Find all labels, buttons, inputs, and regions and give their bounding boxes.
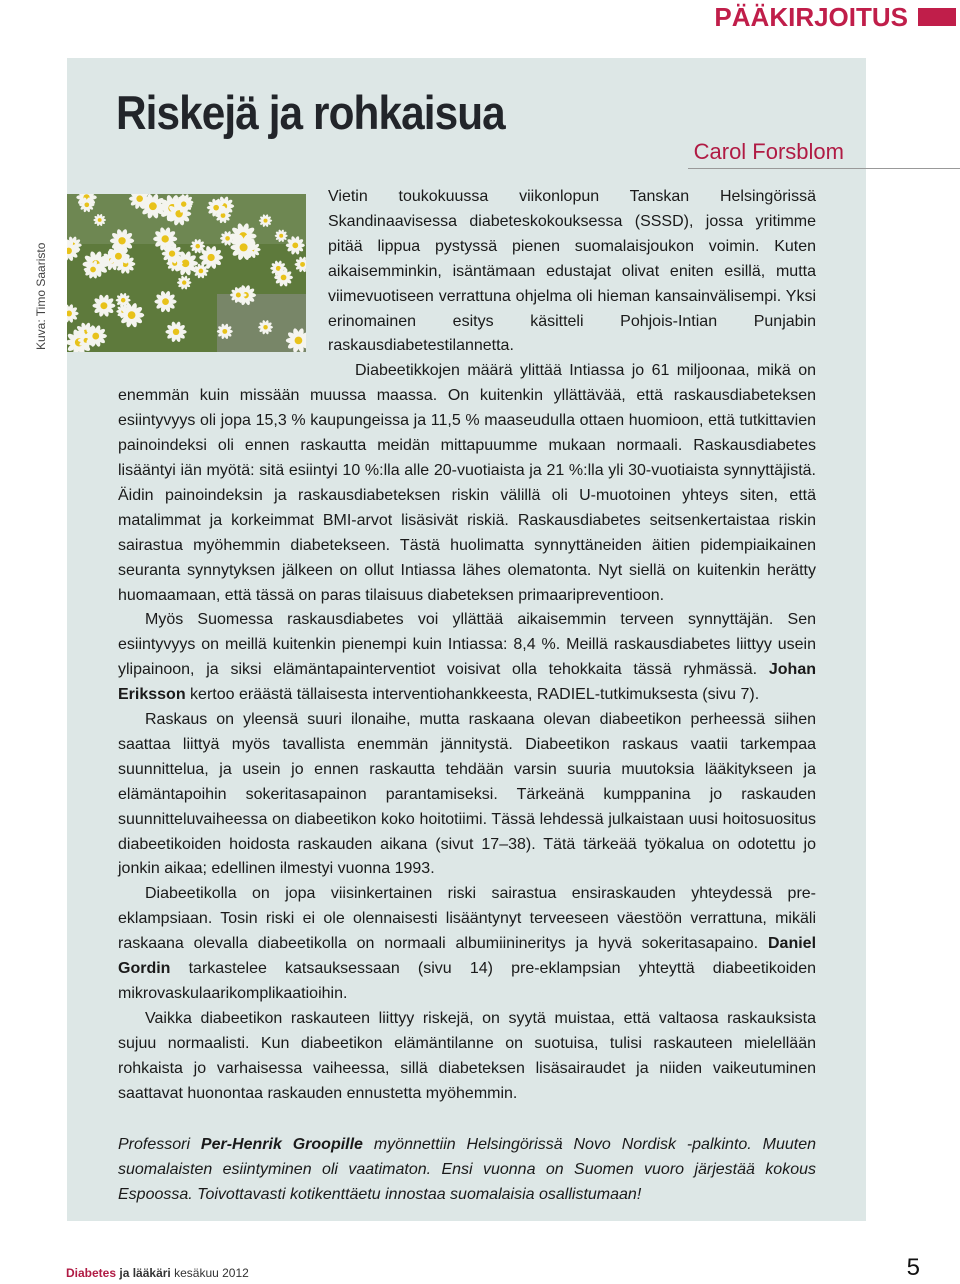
closing-text-b: myönnettiin Helsingörissä Novo Nordisk -palkinto. Muuten suomalaisten esiintyminen oli vaatimaton. Ensi vuonna on Suomen vuoro järjestää kokous Espoossa. Toivottavasti kotikenttäetu innostaa suomalaisia osallistumaan! <box>118 1136 816 1203</box>
paragraph-3-text-b: kertoo eräästä tällaisesta interventiohankkeesta, RADIEL-tutkimuksesta (sivu 7). <box>190 686 760 704</box>
photo-credit: Kuva: Timo Saaristo <box>34 242 48 350</box>
paragraph-3-name: Johan Eriksson <box>118 661 816 704</box>
article-body <box>118 185 816 1107</box>
closing-text-a: Professori <box>118 1136 191 1153</box>
article-title: Riskejä ja rohkaisua <box>116 86 505 139</box>
section-color-bar <box>918 8 956 26</box>
paragraph-6: Vaikka diabeetikon raskauteen liittyy riskejä, on syytä muistaa, että valtaosa raskauksista sujuu normaalisti. Kun diabeetikon elämäntilanne on suotuisa, tulisi raskauteen mielellään rohkaista jo varhaisessa vaiheessa, sillä diabeteksen lisäsairaudet ja niiden vaikeutuminen saattavat huonontaa raskauden ennustetta myöhemmin. <box>118 1009 816 1102</box>
footer-brand-diabetes: Diabetes <box>66 1266 117 1280</box>
paragraph-5-text-b: tarkastelee katsauksessaan (sivu 14) pre-eklampsian yhteyttä diabeetikoiden mikrovaskulaarikomplikaatioihin. <box>118 960 816 1002</box>
paragraph-5 <box>118 882 816 1007</box>
closing-name: Per-Henrik Groopille <box>200 1136 363 1153</box>
author-name: Carol Forsblom <box>693 139 844 164</box>
paragraph-5-name: Daniel Gordin <box>118 935 817 978</box>
footer-issue: kesäkuu 2012 <box>174 1266 249 1280</box>
paragraph-3 <box>118 608 816 708</box>
paragraph-4: Raskaus on yleensä suuri ilonaihe, mutta raskaana olevan diabeetikon perheessä siihen saattaa liittyä myös tavallista enemmän jännitystä. Diabeetikon raskaus vaatii tarkempaa suunnittelua, ja usein jo ennen raskautta tehdään varsin suuria muutoksia lääkitykseen ja elämäntapoihin sokeritasapainon parantamiseksi. Tärkeänä kumppanina jo raskauden suunnitteluvaiheessa on diabeetikon koko hoitotiimi. Tässä lehdessä julkaistaan uusi hoitosuositus diabeetikoiden hoidosta raskauden aikana (sivut 17–38). Tätä tärkeää työkalua on odotettu jo jonkin aikaa; edellinen ilmestyi vuonna 1993. <box>118 711 816 878</box>
paragraph-2: Diabeetikkojen määrä ylittää Intiassa jo 61 miljoonaa, mikä on enemmän kuin missään muussa maassa. On kuitenkin yllättävää, että raskausdiabeteksen esiintyvyys oli jopa 15,3 % kaupungeissa ja 11,5 % maaseudulla ottaen huomioon, että tutkittavien painoindeksi oli ennen raskautta meidän mittapuumme mukaan normaali. Raskausdiabetes lisääntyi iän myötä: sitä esiintyi 10 %:lla alle 20-vuotiaista ja 21 %:lla yli 30-vuotiaista synnyttäjistä. Äidin painoindeksin ja raskausdiabeteksen riskin välillä oli U-muotoinen yhteys siten, että matalimmat ja korkeimmat BMI-arvot lisäsivät riskiä. Raskausdiabetes seitsenkertaistaa riskin sairastua myöhemmin diabetekseen. Tästä huolimatta synnyttäneiden äitien pidempiaikainen seuranta synnytyksen jälkeen on ollut Intiassa lähes olematonta. Nyt siellä on kuitenkin herätty huomaamaan, että tässä on paras tilaisuus diabeteksen primaaripreventioon. <box>118 362 816 604</box>
photo-wrap-space <box>118 185 328 365</box>
footer-publication <box>66 1266 249 1280</box>
paragraph-3-text-a: Myös Suomessa raskausdiabetes voi yllättää aikaisemmin terveen synnyttäjän. Sen esiintyvyys on meillä kuitenkin pienempi kuin Intiassa: 8,4 %. Meillä raskausdiabetes liittyy usein ylipainoon, ja siksi elämäntapainterventiot voisivat olla tehokkaita tässä ryhmässä. <box>118 611 816 679</box>
section-label: PÄÄKIRJOITUS <box>714 2 908 32</box>
footer-brand-laakari: ja lääkäri <box>119 1266 171 1280</box>
author-rule-divider <box>688 168 960 169</box>
paragraph-5-text-a: Diabeetikolla on jopa viisinkertainen riski sairastua ensiraskauden yhteydessä pre-eklampsiaan. Tosin riski ei ole olennaisesti lisääntynyt terveeseen väestöön verrattuna, mikäli raskaana olevalla diabeetikolla on normaali albumiinineritys ja hyvä sokeritasapaino. <box>118 885 816 953</box>
paragraph-1: Vietin toukokuussa viikonlopun Tanskan Helsingörissä Skandinaavisessa diabeteskokouksessa (SSSD), jossa yritimme pitää lippua pystyssä pienen suomalaisjoukon voimin. Kuten aikaisemminkin, isäntämaan edustajat olivat eniten esillä, mutta viimevuotiseen verrattuna ohjelma oli hieman kansainvälisempi. Yksi erinomainen esitys käsitteli Pohjois-Intian Punjabin raskausdiabetestilannetta. <box>328 188 816 355</box>
page-number: 5 <box>906 1254 920 1281</box>
closing-note <box>118 1133 816 1208</box>
